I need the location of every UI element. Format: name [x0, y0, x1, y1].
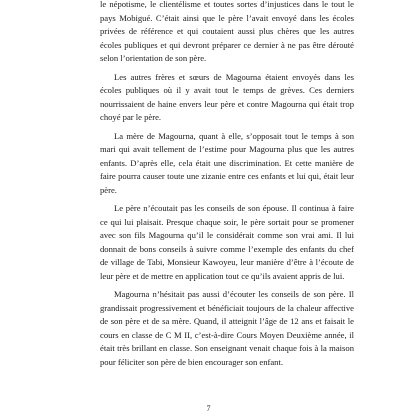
body-text — [100, 0, 354, 374]
paragraph-2: Les autres frères et sœurs de Magourna étaient envoyés dans les écoles publiques où il y avait tout le temps de grèves. Ces derniers nourrissaient de haine envers leur père et contre Magourna qui était trop choyé par le père. — [100, 71, 354, 122]
paragraph-3: La mère de Magourna, quant à elle, s’opposait tout le temps à son mari qui avait tellement de l’estime pour Magourna plus que les autres enfants. D’après elle, cela était une discrimination. Et cette manière de faire pourra causer toute une zizanie entre ces enfants et lui qui, était leur père. — [100, 130, 354, 195]
paragraph-1: le népotisme, le clientélisme et toutes sortes d’injustices dans le tout le pays Mobigué. C’était ainsi que le père l’avait envoyé dans les écoles privées de référence et qui coutaient aussi plus chères que les autres écoles publiques et qui devront préparer ce dernier à ne pas être dérouté selon l’orientation de son père. — [100, 0, 354, 63]
paragraph-5: Magourna n’hésitait pas aussi d’écouter les conseils de son père. Il grandissait progressivement et bénéficiait toujours de la chaleur affective de son père et de sa mère. Quand, il atteignit l’âge de 12 ans et faisait le cours en classe de C M II, c’est-à-dire Cours Moyen Deuxième année, il était très brillant en classe. Son enseignant venait chaque fois à la maison pour féliciter son père de bien encourager son enfant. — [100, 289, 354, 367]
paragraph-4: Le père n’écoutait pas les conseils de son épouse. Il continua à faire ce qui lui plaisait. Presque chaque soir, le père sortait pour se promener avec son fils Magourna qu’il le considérait comme son vrai ami. Il lui donnait de bons conseils à suivre comme l’exemple des enfants du chef de village de Tabi, Monsieur Kawoyeu, leur manière d’être à l’écoute de leur père et de mettre en application tout ce qu’ils avaient appris de lui. — [100, 203, 354, 281]
page-number: 7 — [206, 404, 211, 413]
